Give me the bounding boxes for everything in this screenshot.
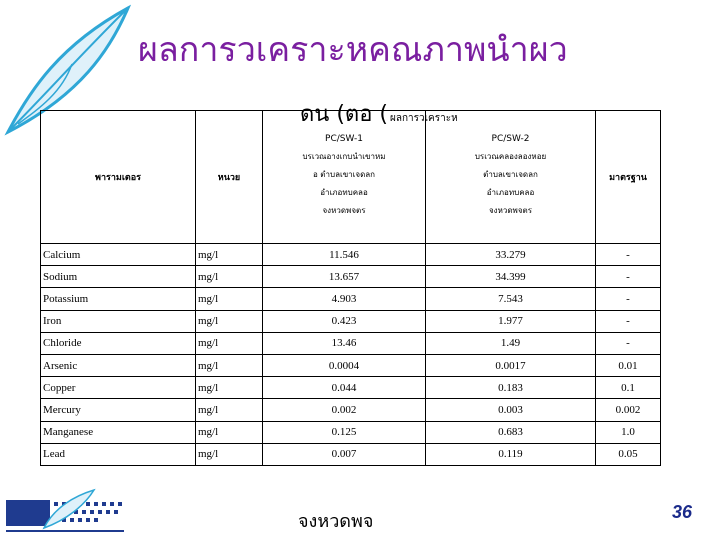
site-2-value-cell: 0.119 [426,443,596,465]
standard-value-cell: 0.002 [596,399,661,421]
parameter-cell: Lead [41,443,196,465]
site-1-value-cell: 0.423 [263,310,426,332]
standard-value-cell: - [596,310,661,332]
parameter-cell: Sodium [41,266,196,288]
unit-cell: mg/l [196,288,263,310]
site-2-value-cell: 7.543 [426,288,596,310]
site-1-value-cell: 0.044 [263,377,426,399]
standard-value-cell: - [596,244,661,266]
site-1-value-cell: 13.657 [263,266,426,288]
unit-cell: mg/l [196,266,263,288]
site-2-value-cell: 0.0017 [426,354,596,376]
results-table-body [41,244,661,466]
results-table-wrap [40,110,660,468]
table-row [41,421,661,443]
standard-value-cell: - [596,288,661,310]
standard-value-cell: 1.0 [596,421,661,443]
site-1-line: บรเวณอางเกบนำเขาหม [302,152,386,161]
site-1-value-cell: 13.46 [263,332,426,354]
table-row [41,443,661,465]
results-table [40,110,661,466]
parameter-cell: Iron [41,310,196,332]
table-row [41,310,661,332]
table-row [41,288,661,310]
unit-cell: mg/l [196,354,263,376]
page-number: 36 [672,502,693,522]
unit-cell: mg/l [196,244,263,266]
parameter-cell: Calcium [41,244,196,266]
site-2-value-cell: 1.49 [426,332,596,354]
slide-subtitle-small: ผลการวเคราะห [389,113,458,124]
standard-value-cell: 0.05 [596,443,661,465]
header-site-2 [426,111,596,244]
unit-cell: mg/l [196,332,263,354]
site-1-code: PC/SW-1 [325,134,363,144]
site-1-line: อ ตำบลเขาเจดลก [312,170,376,179]
site-2-value-cell: 0.183 [426,377,596,399]
site-2-value-cell: 0.003 [426,399,596,421]
table-row [41,399,661,421]
site-2-value-cell: 34.399 [426,266,596,288]
table-row [41,266,661,288]
site-2-line: บรเวณคลองลองหอย [474,152,547,161]
organization-logo-icon [4,488,126,536]
parameter-cell: Potassium [41,288,196,310]
site-2-line: อำเภอทบคลอ [486,188,535,197]
parameter-cell: Arsenic [41,354,196,376]
unit-cell: mg/l [196,310,263,332]
parameter-cell: Chloride [41,332,196,354]
unit-cell: mg/l [196,443,263,465]
site-2-line: ตำบลเขาเจดลก [483,170,538,179]
header-standard: มาตรฐาน [596,111,661,244]
site-1-line: จงหวดพจตร [322,206,366,215]
table-row [41,332,661,354]
footer-text: จงหวดพจ [298,511,374,532]
site-1-line: อำเภอทบคลอ [320,188,368,197]
site-1-value-cell: 0.125 [263,421,426,443]
table-row [41,377,661,399]
site-1-value-cell: 0.0004 [263,354,426,376]
site-2-value-cell: 0.683 [426,421,596,443]
header-unit: หนวย [196,111,263,244]
standard-value-cell: - [596,266,661,288]
slide-subtitle-main: ดน (ตอ ( [300,102,388,127]
slide-title: ผลการวเคราะหคณภาพนำผว [138,30,568,70]
header-parameter: พารามเตอร [41,111,196,244]
unit-cell: mg/l [196,377,263,399]
site-2-value-cell: 33.279 [426,244,596,266]
standard-value-cell: 0.1 [596,377,661,399]
standard-value-cell: 0.01 [596,354,661,376]
header-site-1 [263,111,426,244]
site-2-line: จงหวดพจตร [488,206,532,215]
site-2-value-cell: 1.977 [426,310,596,332]
parameter-cell: Manganese [41,421,196,443]
unit-cell: mg/l [196,421,263,443]
unit-cell: mg/l [196,399,263,421]
table-row [41,354,661,376]
table-row [41,244,661,266]
parameter-cell: Copper [41,377,196,399]
site-2-code: PC/SW-2 [491,134,530,144]
standard-value-cell: - [596,332,661,354]
site-1-value-cell: 4.903 [263,288,426,310]
site-1-value-cell: 0.002 [263,399,426,421]
parameter-cell: Mercury [41,399,196,421]
site-1-value-cell: 11.546 [263,244,426,266]
site-1-value-cell: 0.007 [263,443,426,465]
